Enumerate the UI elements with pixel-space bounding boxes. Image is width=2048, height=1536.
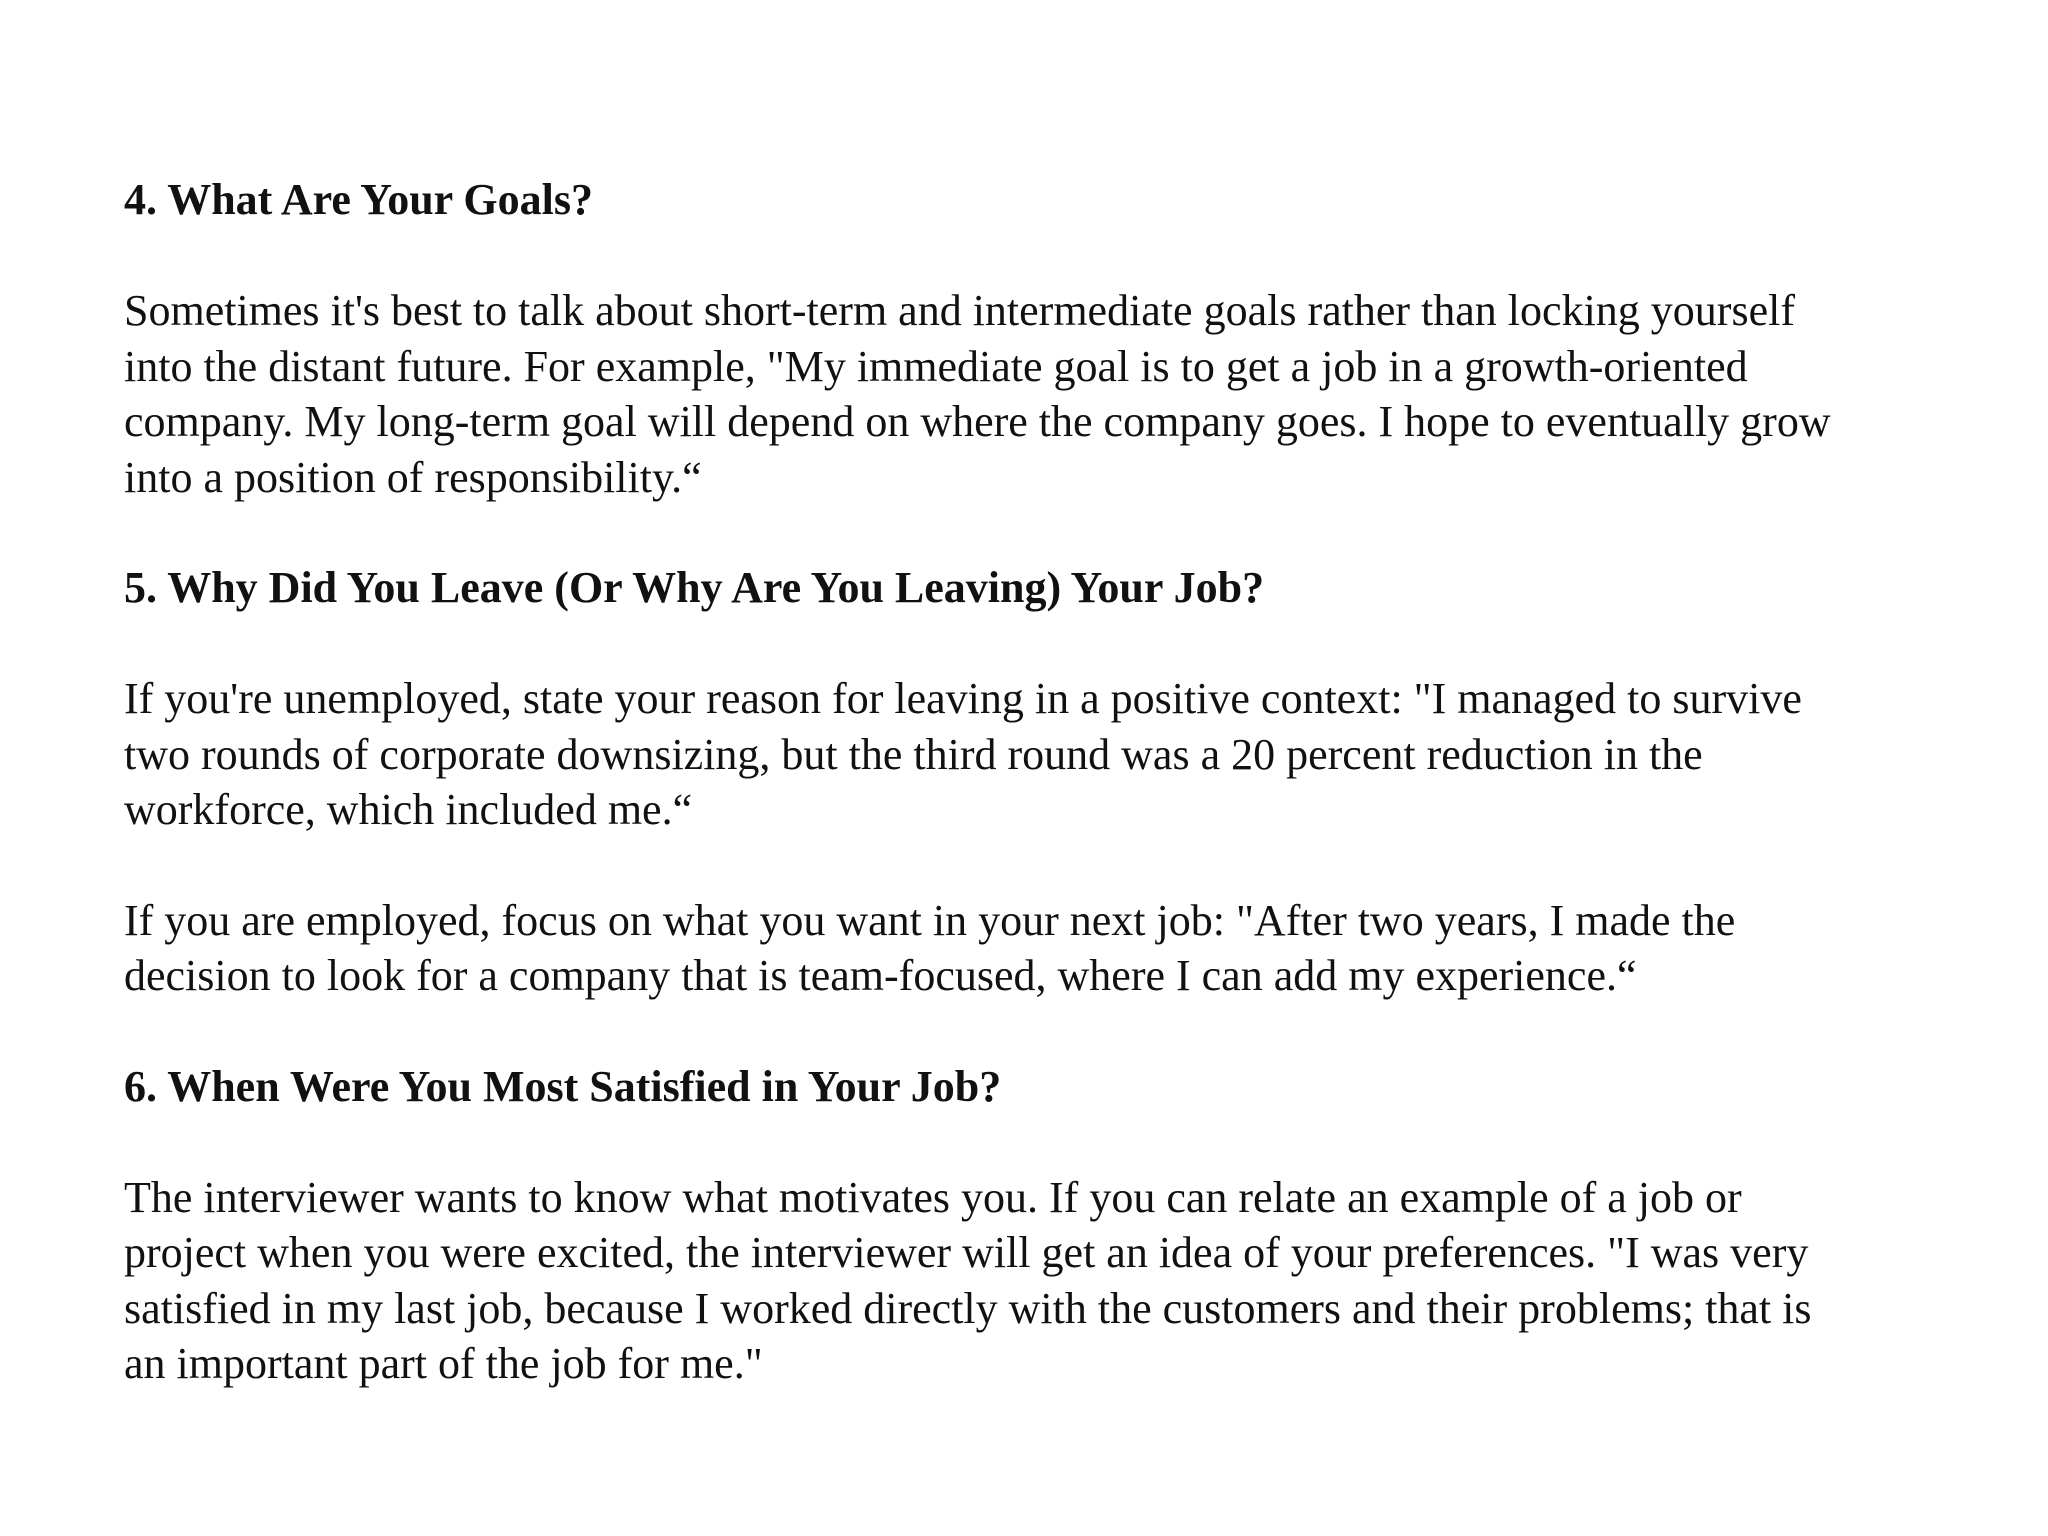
text-line: satisfied in my last job, because I worked directly with the customers and their problems; that is — [124, 1283, 1812, 1333]
paragraph-satisfied — [124, 1170, 2004, 1392]
text-line: If you are employed, focus on what you want in your next job: "After two years, I made the — [124, 895, 1736, 945]
paragraph-employed — [124, 893, 2004, 1004]
paragraph-unemployed — [124, 671, 2004, 838]
section-heading-goals: 4. What Are Your Goals? — [124, 175, 593, 224]
text-line: an important part of the job for me." — [124, 1339, 763, 1388]
text-line: project when you were excited, the interviewer will get an idea of your preferences. "I was very — [124, 1228, 1809, 1277]
document-page — [124, 172, 2004, 1447]
text-line: Sometimes it's best to talk about short-term and intermediate goals rather than locking yourself — [124, 286, 1795, 335]
paragraph-goals — [124, 283, 2004, 505]
section-heading-satisfied: 6. When Were You Most Satisfied in Your Job? — [124, 1061, 1002, 1111]
section-heading-leaving: 5. Why Did You Leave (Or Why Are You Leaving) Your Job? — [124, 563, 1265, 612]
text-line: into the distant future. For example, "My immediate goal is to get a job in a growth-oriented — [124, 341, 1748, 391]
text-line: The interviewer wants to know what motivates you. If you can relate an example of a job or — [124, 1172, 1742, 1222]
text-line: two rounds of corporate downsizing, but the third round was a 20 percent reduction in the — [124, 729, 1703, 779]
text-line: company. My long-term goal will depend on where the company goes. I hope to eventually grow — [124, 397, 1831, 446]
text-line: If you're unemployed, state your reason for leaving in a positive context: "I managed to survive — [124, 674, 1802, 723]
text-line: into a position of responsibility.“ — [124, 452, 702, 502]
text-line: workforce, which included me.“ — [124, 785, 693, 834]
text-line: decision to look for a company that is team-focused, where I can add my experience.“ — [124, 951, 1637, 1000]
